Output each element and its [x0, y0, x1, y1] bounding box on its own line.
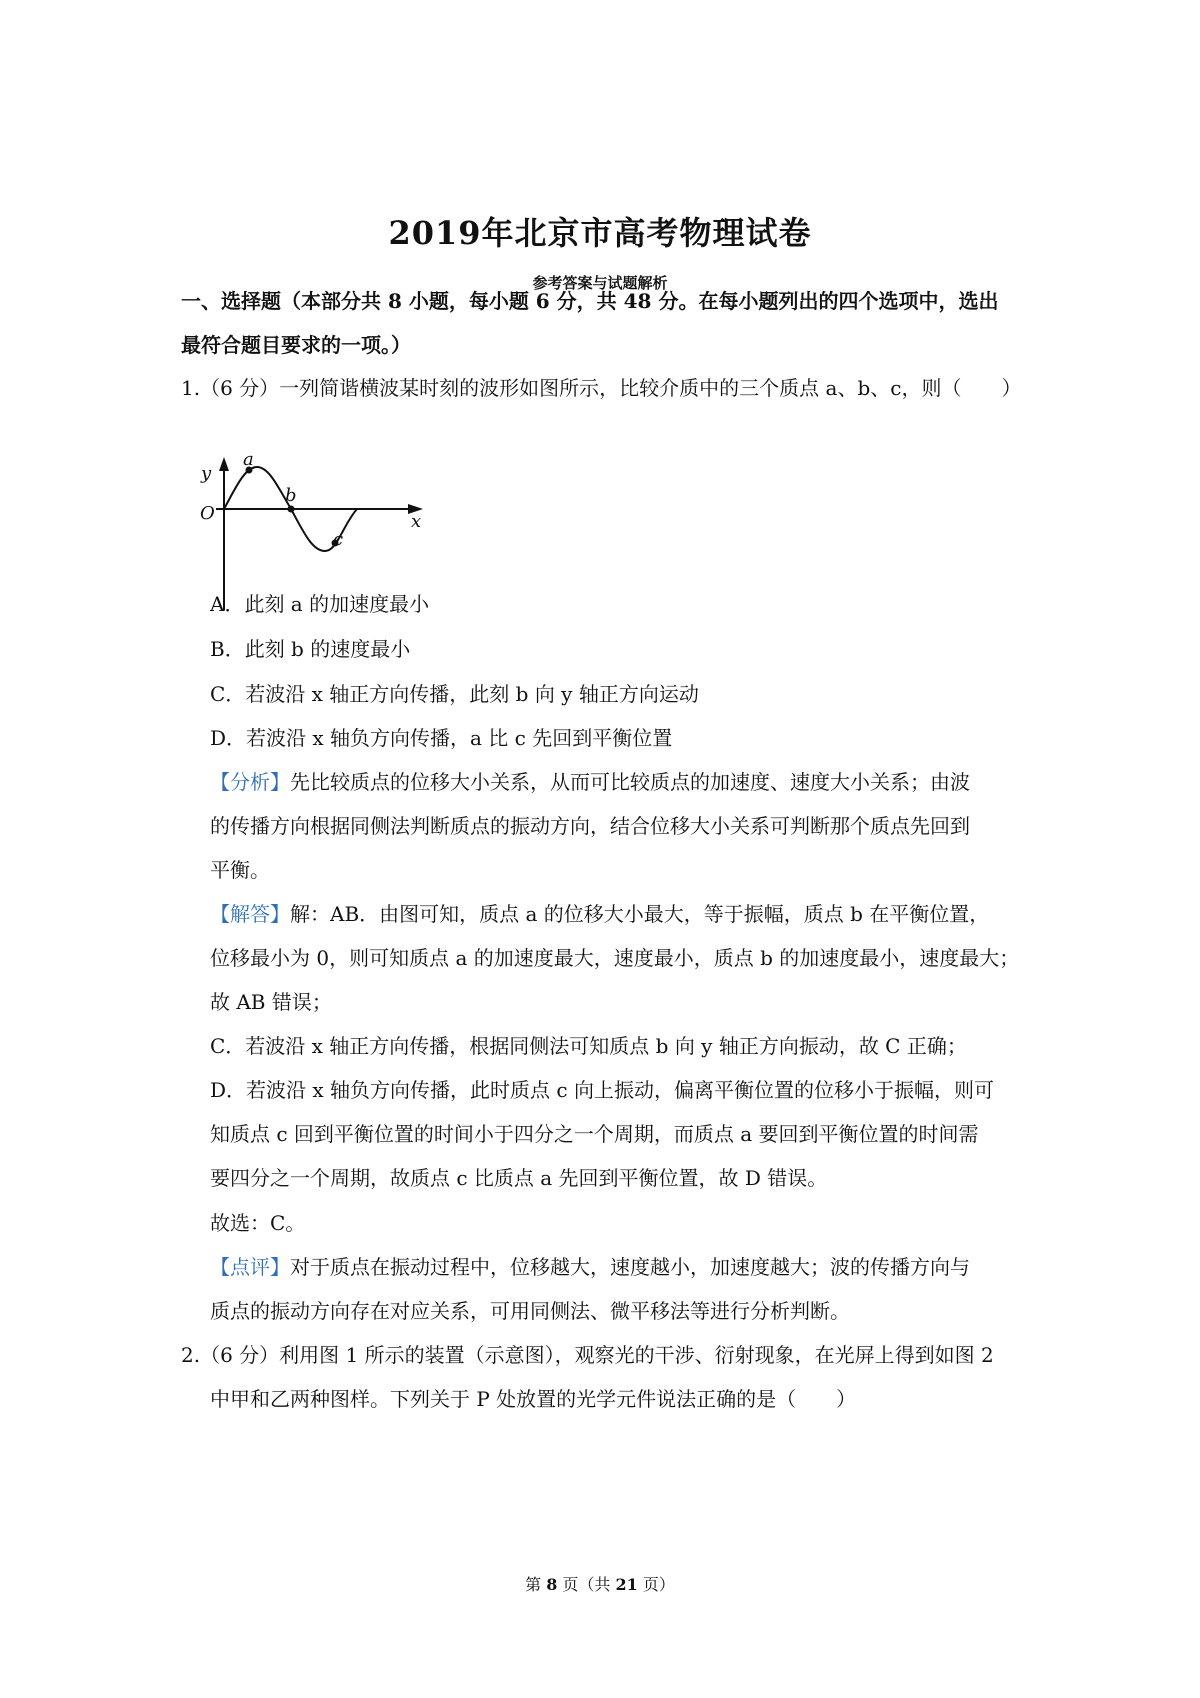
point-b-label: b	[285, 485, 297, 506]
footer-prefix: 第	[525, 1575, 547, 1594]
question-2-line-1: 2.（6 分）利用图 1 所示的装置（示意图），观察光的干涉、衍射现象，在光屏上得到如图 2	[181, 1343, 994, 1367]
analysis-text-1: 先比较质点的位移大小关系，从而可比较质点的加速度、速度大小关系；由波	[290, 770, 970, 794]
analysis-line-2: 的传播方向根据同侧法判断质点的振动方向，结合位移大小关系可判断那个质点先回到	[210, 814, 970, 838]
option-c: C．若波沿 x 轴正方向传播，此刻 b 向 y 轴正方向运动	[210, 682, 699, 706]
solution-line-8: 故选：C。	[210, 1211, 306, 1235]
solution-line-7: 要四分之一个周期，故质点 c 比质点 a 先回到平衡位置，故 D 错误。	[210, 1166, 828, 1190]
page-footer	[0, 1572, 1200, 1595]
section-heading-line-1: 一、选择题（本部分共 8 小题，每小题 6 分，共 48 分。在每小题列出的四个选项中，选出	[181, 289, 999, 313]
question-1-stem: 1.（6 分）一列简谐横波某时刻的波形如图所示，比较介质中的三个质点 a、b、c，则（ ）	[181, 376, 1022, 400]
solution-line-5: D．若波沿 x 轴负方向传播，此时质点 c 向上振动，偏离平衡位置的位移小于振幅，则可	[210, 1078, 994, 1102]
solution-tag: 【解答】	[210, 902, 290, 926]
solution-line-6: 知质点 c 回到平衡位置的时间小于四分之一个周期，而质点 a 要回到平衡位置的时间需	[210, 1122, 979, 1146]
x-axis-label: x	[411, 511, 422, 532]
solution-line-3: 故 AB 错误；	[210, 990, 332, 1014]
comment-line-1	[210, 1253, 970, 1281]
point-b-dot	[288, 506, 295, 513]
footer-suffix: 页）	[637, 1575, 675, 1594]
option-d: D．若波沿 x 轴负方向传播，a 比 c 先回到平衡位置	[210, 726, 673, 750]
option-b: B．此刻 b 的速度最小	[210, 637, 411, 661]
comment-tag: 【点评】	[210, 1255, 290, 1279]
question-2-line-2: 中甲和乙两种图样。下列关于 P 处放置的光学元件说法正确的是（ ）	[210, 1387, 857, 1411]
page-title: 2019年北京市高考物理试卷	[388, 214, 812, 252]
analysis-line-1	[210, 768, 970, 796]
analysis-line-3: 平衡。	[210, 858, 270, 882]
solution-line-4: C．若波沿 x 轴正方向传播，根据同侧法可知质点 b 向 y 轴正方向振动，故 C 正确；	[210, 1034, 967, 1058]
page-subtitle: 参考答案与试题解析	[532, 274, 668, 292]
comment-text-1: 对于质点在振动过程中，位移越大，速度越小，加速度越大；波的传播方向与	[290, 1255, 970, 1279]
y-axis-arrow	[219, 457, 229, 471]
footer-total-pages: 21	[615, 1575, 638, 1594]
option-a: A．此刻 a 的加速度最小	[210, 592, 430, 616]
section-heading-line-2: 最符合题目要求的一项。）	[181, 333, 411, 357]
solution-text-1: 解：AB．由图可知，质点 a 的位移大小最大，等于振幅，质点 b 在平衡位置，	[290, 902, 990, 926]
footer-page-number: 8	[546, 1575, 558, 1594]
comment-line-2: 质点的振动方向存在对应关系，可用同侧法、微平移法等进行分析判断。	[210, 1299, 850, 1323]
origin-label: O	[200, 503, 215, 524]
point-a-label: a	[243, 449, 254, 470]
solution-line-2: 位移最小为 0，则可知质点 a 的加速度最大，速度最小，质点 b 的加速度最小，速度最大；	[210, 946, 1020, 970]
point-c-label: c	[333, 529, 344, 550]
solution-line-1	[210, 900, 989, 928]
y-axis-label: y	[201, 463, 212, 484]
analysis-tag: 【分析】	[210, 770, 290, 794]
footer-middle: 页（共	[557, 1575, 616, 1594]
